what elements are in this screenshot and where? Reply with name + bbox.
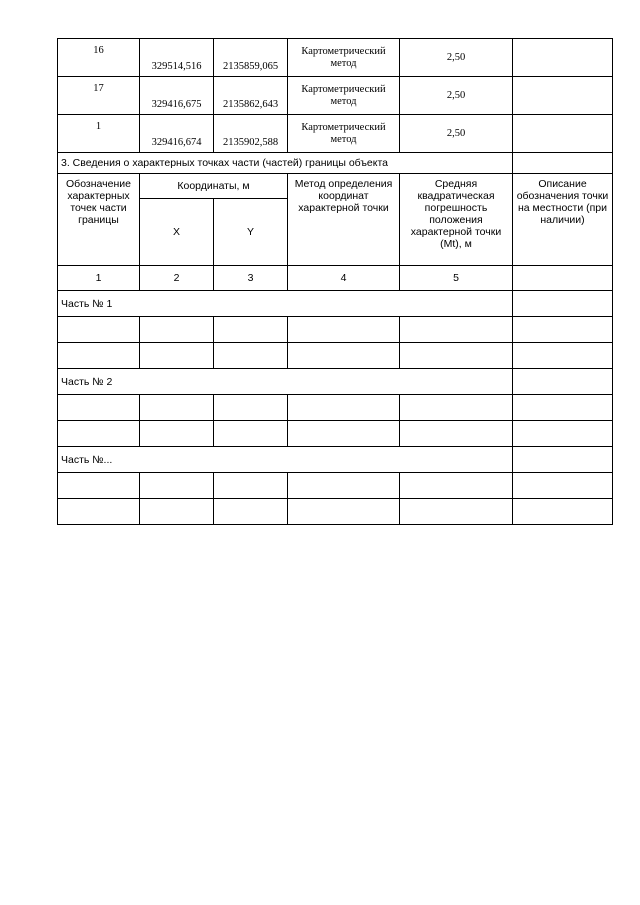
empty-cell [513,153,613,174]
header-method: Метод определения координат характерной точки [288,174,400,266]
empty-cell [214,343,288,369]
table-row [58,473,613,499]
empty-cell [288,421,400,447]
column-number [513,266,613,291]
empty-cell [140,421,214,447]
method-cell: Картометрический метод [288,77,400,115]
part-label: Часть № 2 [58,369,513,395]
empty-cell [58,499,140,525]
coord-y: 2135859,065 [214,39,288,77]
header-x: X [140,199,214,266]
empty-cell [513,291,613,317]
table-row [58,499,613,525]
table-row [58,421,613,447]
point-number: 16 [58,39,140,77]
part-label: Часть №... [58,447,513,473]
part-row [58,369,613,395]
header-coordinates: Координаты, м [140,174,288,199]
description-cell [513,115,613,153]
table-row [58,317,613,343]
empty-cell [140,343,214,369]
empty-cell [288,343,400,369]
empty-cell [288,473,400,499]
table-row [58,343,613,369]
empty-cell [214,499,288,525]
empty-cell [400,395,513,421]
empty-cell [513,499,613,525]
header-point-designation: Обозначение характерных точек части границы [58,174,140,266]
table-row [58,39,613,77]
empty-cell [400,499,513,525]
column-number: 3 [214,266,288,291]
empty-cell [513,317,613,343]
column-number: 4 [288,266,400,291]
part-row [58,291,613,317]
empty-cell [58,343,140,369]
empty-cell [513,473,613,499]
coord-x: 329514,516 [140,39,214,77]
empty-cell [214,421,288,447]
error-cell: 2,50 [400,77,513,115]
empty-cell [513,395,613,421]
header-description: Описание обозначения точки на местности (при наличии) [513,174,613,266]
empty-cell [214,317,288,343]
description-cell [513,77,613,115]
empty-cell [58,395,140,421]
coord-y: 2135862,643 [214,77,288,115]
header-error: Средняя квадратическая погрешность положения характерной точки (Mt), м [400,174,513,266]
boundary-points-table [57,38,613,525]
empty-cell [400,421,513,447]
empty-cell [140,473,214,499]
coord-y: 2135902,588 [214,115,288,153]
empty-cell [58,421,140,447]
empty-cell [58,473,140,499]
point-number: 17 [58,77,140,115]
empty-cell [513,421,613,447]
empty-cell [140,499,214,525]
header-y: Y [214,199,288,266]
empty-cell [513,447,613,473]
empty-cell [513,343,613,369]
section-title: 3. Сведения о характерных точках части (частей) границы объекта [58,153,513,174]
method-cell: Картометрический метод [288,115,400,153]
error-cell: 2,50 [400,39,513,77]
empty-cell [288,499,400,525]
table-row [58,115,613,153]
table-row [58,77,613,115]
section-title-row [58,153,613,174]
empty-cell [288,317,400,343]
empty-cell [214,395,288,421]
empty-cell [400,317,513,343]
empty-cell [400,343,513,369]
point-number: 1 [58,115,140,153]
column-number: 2 [140,266,214,291]
empty-cell [288,395,400,421]
coord-x: 329416,674 [140,115,214,153]
error-cell: 2,50 [400,115,513,153]
column-number: 1 [58,266,140,291]
coord-x: 329416,675 [140,77,214,115]
description-cell [513,39,613,77]
column-number: 5 [400,266,513,291]
column-number-row [58,266,613,291]
empty-cell [140,317,214,343]
method-cell: Картометрический метод [288,39,400,77]
part-row [58,447,613,473]
empty-cell [58,317,140,343]
empty-cell [513,369,613,395]
part-label: Часть № 1 [58,291,513,317]
table-row [58,395,613,421]
header-row [58,174,613,199]
empty-cell [140,395,214,421]
empty-cell [214,473,288,499]
empty-cell [400,473,513,499]
